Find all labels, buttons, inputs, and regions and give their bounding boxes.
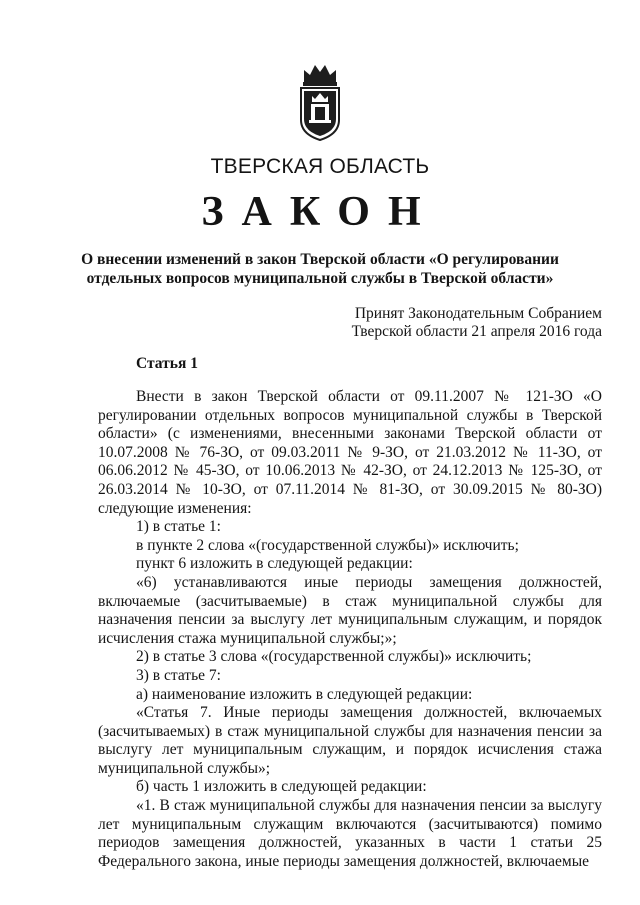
adoption-note [340,305,602,341]
paragraph: 1) в статье 1: [136,518,221,536]
paragraph: в пункте 2 слова «(государственной службы)» исключить; [136,536,519,554]
paragraph: Внести в закон Тверской области от 09.11.2007 № 121-ЗО «О регулировании отдельных вопросов муниципальной службы в Тверской области» (с изменениями, внесенными законами Тверской области от 10.07.2008 № 76-ЗО, от 09.03.2011 № 9-ЗО, от 21.03.2012 № 11-ЗО, от 06.06.2012 № 45-ЗО, от 10.06.2013 № 42-ЗО, от 24.12.2013 № 125-ЗО, от 26.03.2014 № 10-ЗО, от 07.11.2014 № 81-ЗО, от 30.09.2015 № 80-ЗО) следующие изменения: [98,388,602,517]
region-name: ТВЕРСКАЯ ОБЛАСТЬ [210,155,430,178]
adoption-line-1: Принят Законодательным Собранием [354,305,602,322]
paragraph: «Статья 7. Иные периоды замещения должностей, включаемых (засчитываемых) в стаж муниципальной службы для назначения пенсии за выслугу лет муниципальным служащим, и порядок исчисления стажа муниципальной службы»; [98,704,602,777]
article-body [98,388,602,871]
document-type: ЗАКОН [201,189,439,235]
paragraph: пункт 6 изложить в следующей редакции: [136,555,413,573]
paragraph: «6) устанавливаются иные периоды замещения должностей, включаемые (засчитываемые) в стаж муниципальной службы для назначения пенсии за выслугу лет муниципальным служащим, и порядок исчисления стажа муниципальной службы;»; [98,573,602,647]
paragraph: а) наименование изложить в следующей редакции: [136,685,473,703]
paragraph: 2) в статье 3 слова «(государственной службы)» исключить; [136,648,532,666]
adoption-line-2: Тверской области 21 апреля 2016 года [351,323,602,340]
paragraph: «1. В стаж муниципальной службы для назначения пенсии за выслугу лет муниципальным служащим включаются (засчитываются) помимо периодов замещения должностей, указанных в части 1 статьи 25 Федерального закона, иные периоды замещения должностей, включаемые [98,797,602,870]
paragraph: 3) в статье 7: [136,666,221,684]
coat-of-arms-icon [298,62,342,142]
law-title: О внесении изменений в закон Тверской области «О регулировании отдельных вопросов муниципальной службы в Тверской области» [81,251,559,287]
article-heading: Статья 1 [136,355,198,372]
paragraph: б) часть 1 изложить в следующей редакции: [136,778,427,796]
